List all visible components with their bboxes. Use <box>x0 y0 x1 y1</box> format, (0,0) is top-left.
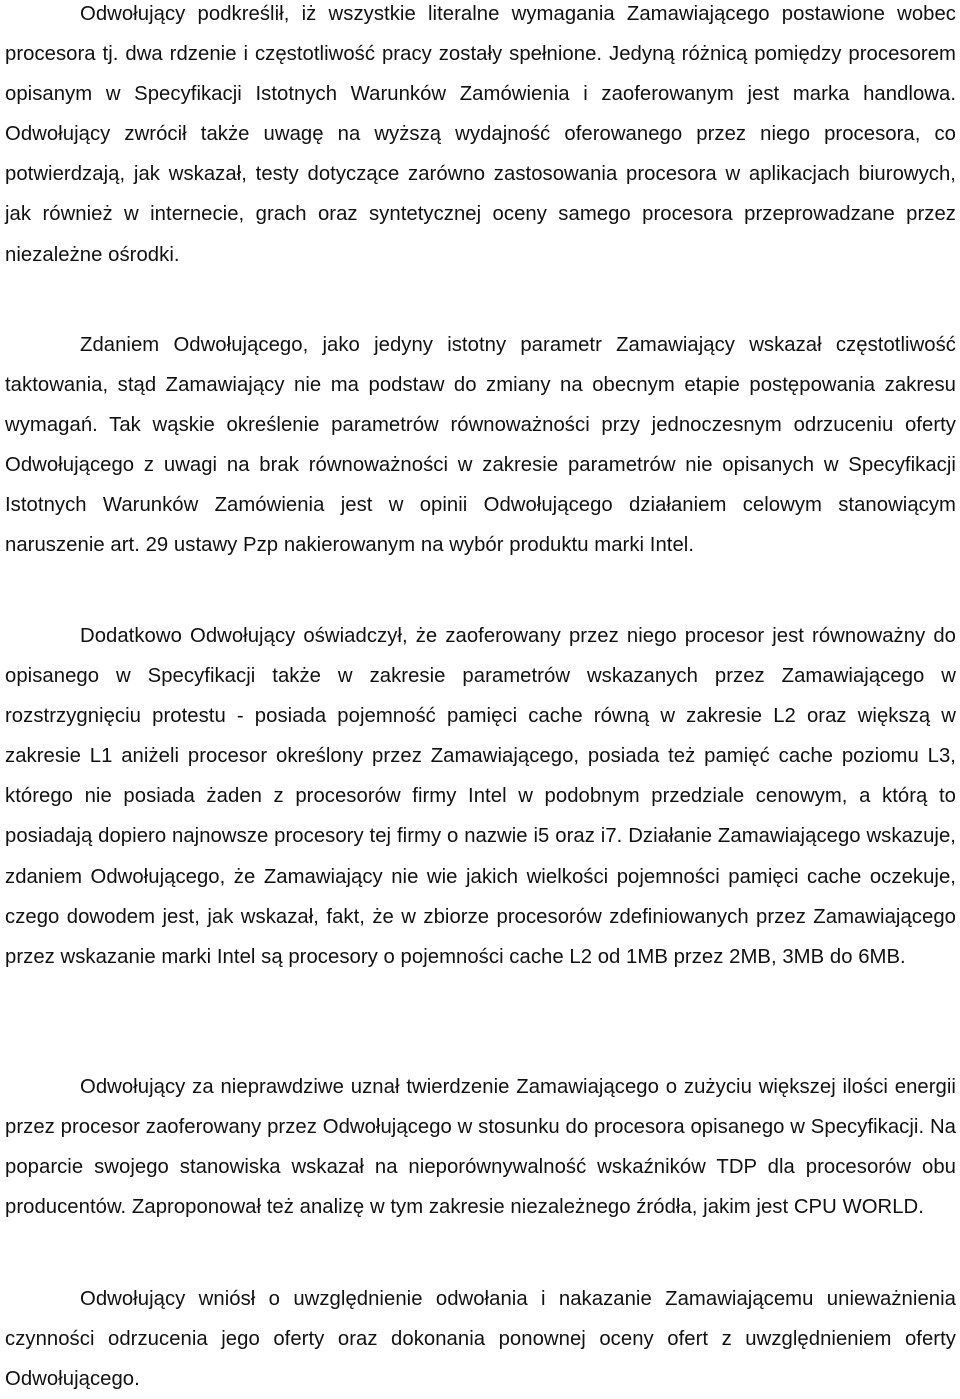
paragraph-5: Odwołujący wniósł o uwzględnienie odwołania i nakazanie Zamawiającemu unieważnienia czynności odrzucenia jego oferty oraz dokonania ponownej oceny ofert z uwzględnieniem oferty Odwołującego. <box>5 1288 956 1391</box>
paragraph-1: Odwołujący podkreślił, iż wszystkie literalne wymagania Zamawiającego postawione wobec procesora tj. dwa rdzenie i częstotliwość pracy zostały spełnione. Jedyną różnicą pomiędzy procesorem opisanym w Specyfikacji Istotnych Warunków Zamówienia i zaoferowanym jest marka handlowa. Odwołujący zwrócił także uwagę na wyższą wydajność oferowanego przez niego procesora, co potwierdzają, jak wskazał, testy dotyczące zarówno zastosowania procesora w aplikacjach biurowych, jak również w internecie, grach oraz syntetycznej oceny samego procesora przeprowadzane przez niezależne ośrodki. <box>5 3 956 266</box>
paragraph-3: Dodatkowo Odwołujący oświadczył, że zaoferowany przez niego procesor jest równoważny do opisanego w Specyfikacji także w zakresie parametrów wskazanych przez Zamawiającego w rozstrzygnięciu protestu - posiada pojemność pamięci cache równą w zakresie L2 oraz większą w zakresie L1 aniżeli procesor określony przez Zamawiającego, posiada też pamięć cache poziomu L3, którego nie posiada żaden z procesorów firmy Intel w podobnym przedziale cenowym, a którą to posiadają dopiero najnowsze procesory tej firmy o nazwie i5 oraz i7. Działanie Zamawiającego wskazuje, zdaniem Odwołującego, że Zamawiający nie wie jakich wielkości pojemności pamięci cache oczekuje, czego dowodem jest, jak wskazał, fakt, że w zbiorze procesorów zdefiniowanych przez Zamawiającego przez wskazanie marki Intel są procesory o pojemności cache L2 od 1MB przez 2MB, 3MB do 6MB. <box>5 625 956 968</box>
paragraph-2: Zdaniem Odwołującego, jako jedyny istotny parametr Zamawiający wskazał częstotliwość taktowania, stąd Zamawiający nie ma podstaw do zmiany na obecnym etapie postępowania zakresu wymagań. Tak wąskie określenie parametrów równoważności przy jednoczesnym odrzuceniu oferty Odwołującego z uwagi na brak równoważności w zakresie parametrów nie opisanych w Specyfikacji Istotnych Warunków Zamówienia jest w opinii Odwołującego działaniem celowym stanowiącym naruszenie art. 29 ustawy Pzp nakierowanym na wybór produktu marki Intel. <box>5 334 956 557</box>
paragraph-4: Odwołujący za nieprawdziwe uznał twierdzenie Zamawiającego o zużyciu większej ilości energii przez procesor zaoferowany przez Odwołującego w stosunku do procesora opisanego w Specyfikacji. Na poparcie swojego stanowiska wskazał na nieporównywalność wskaźników TDP dla procesorów obu producentów. Zaproponował też analizę w tym zakresie niezależnego źródła, jakim jest CPU WORLD. <box>5 1076 956 1219</box>
